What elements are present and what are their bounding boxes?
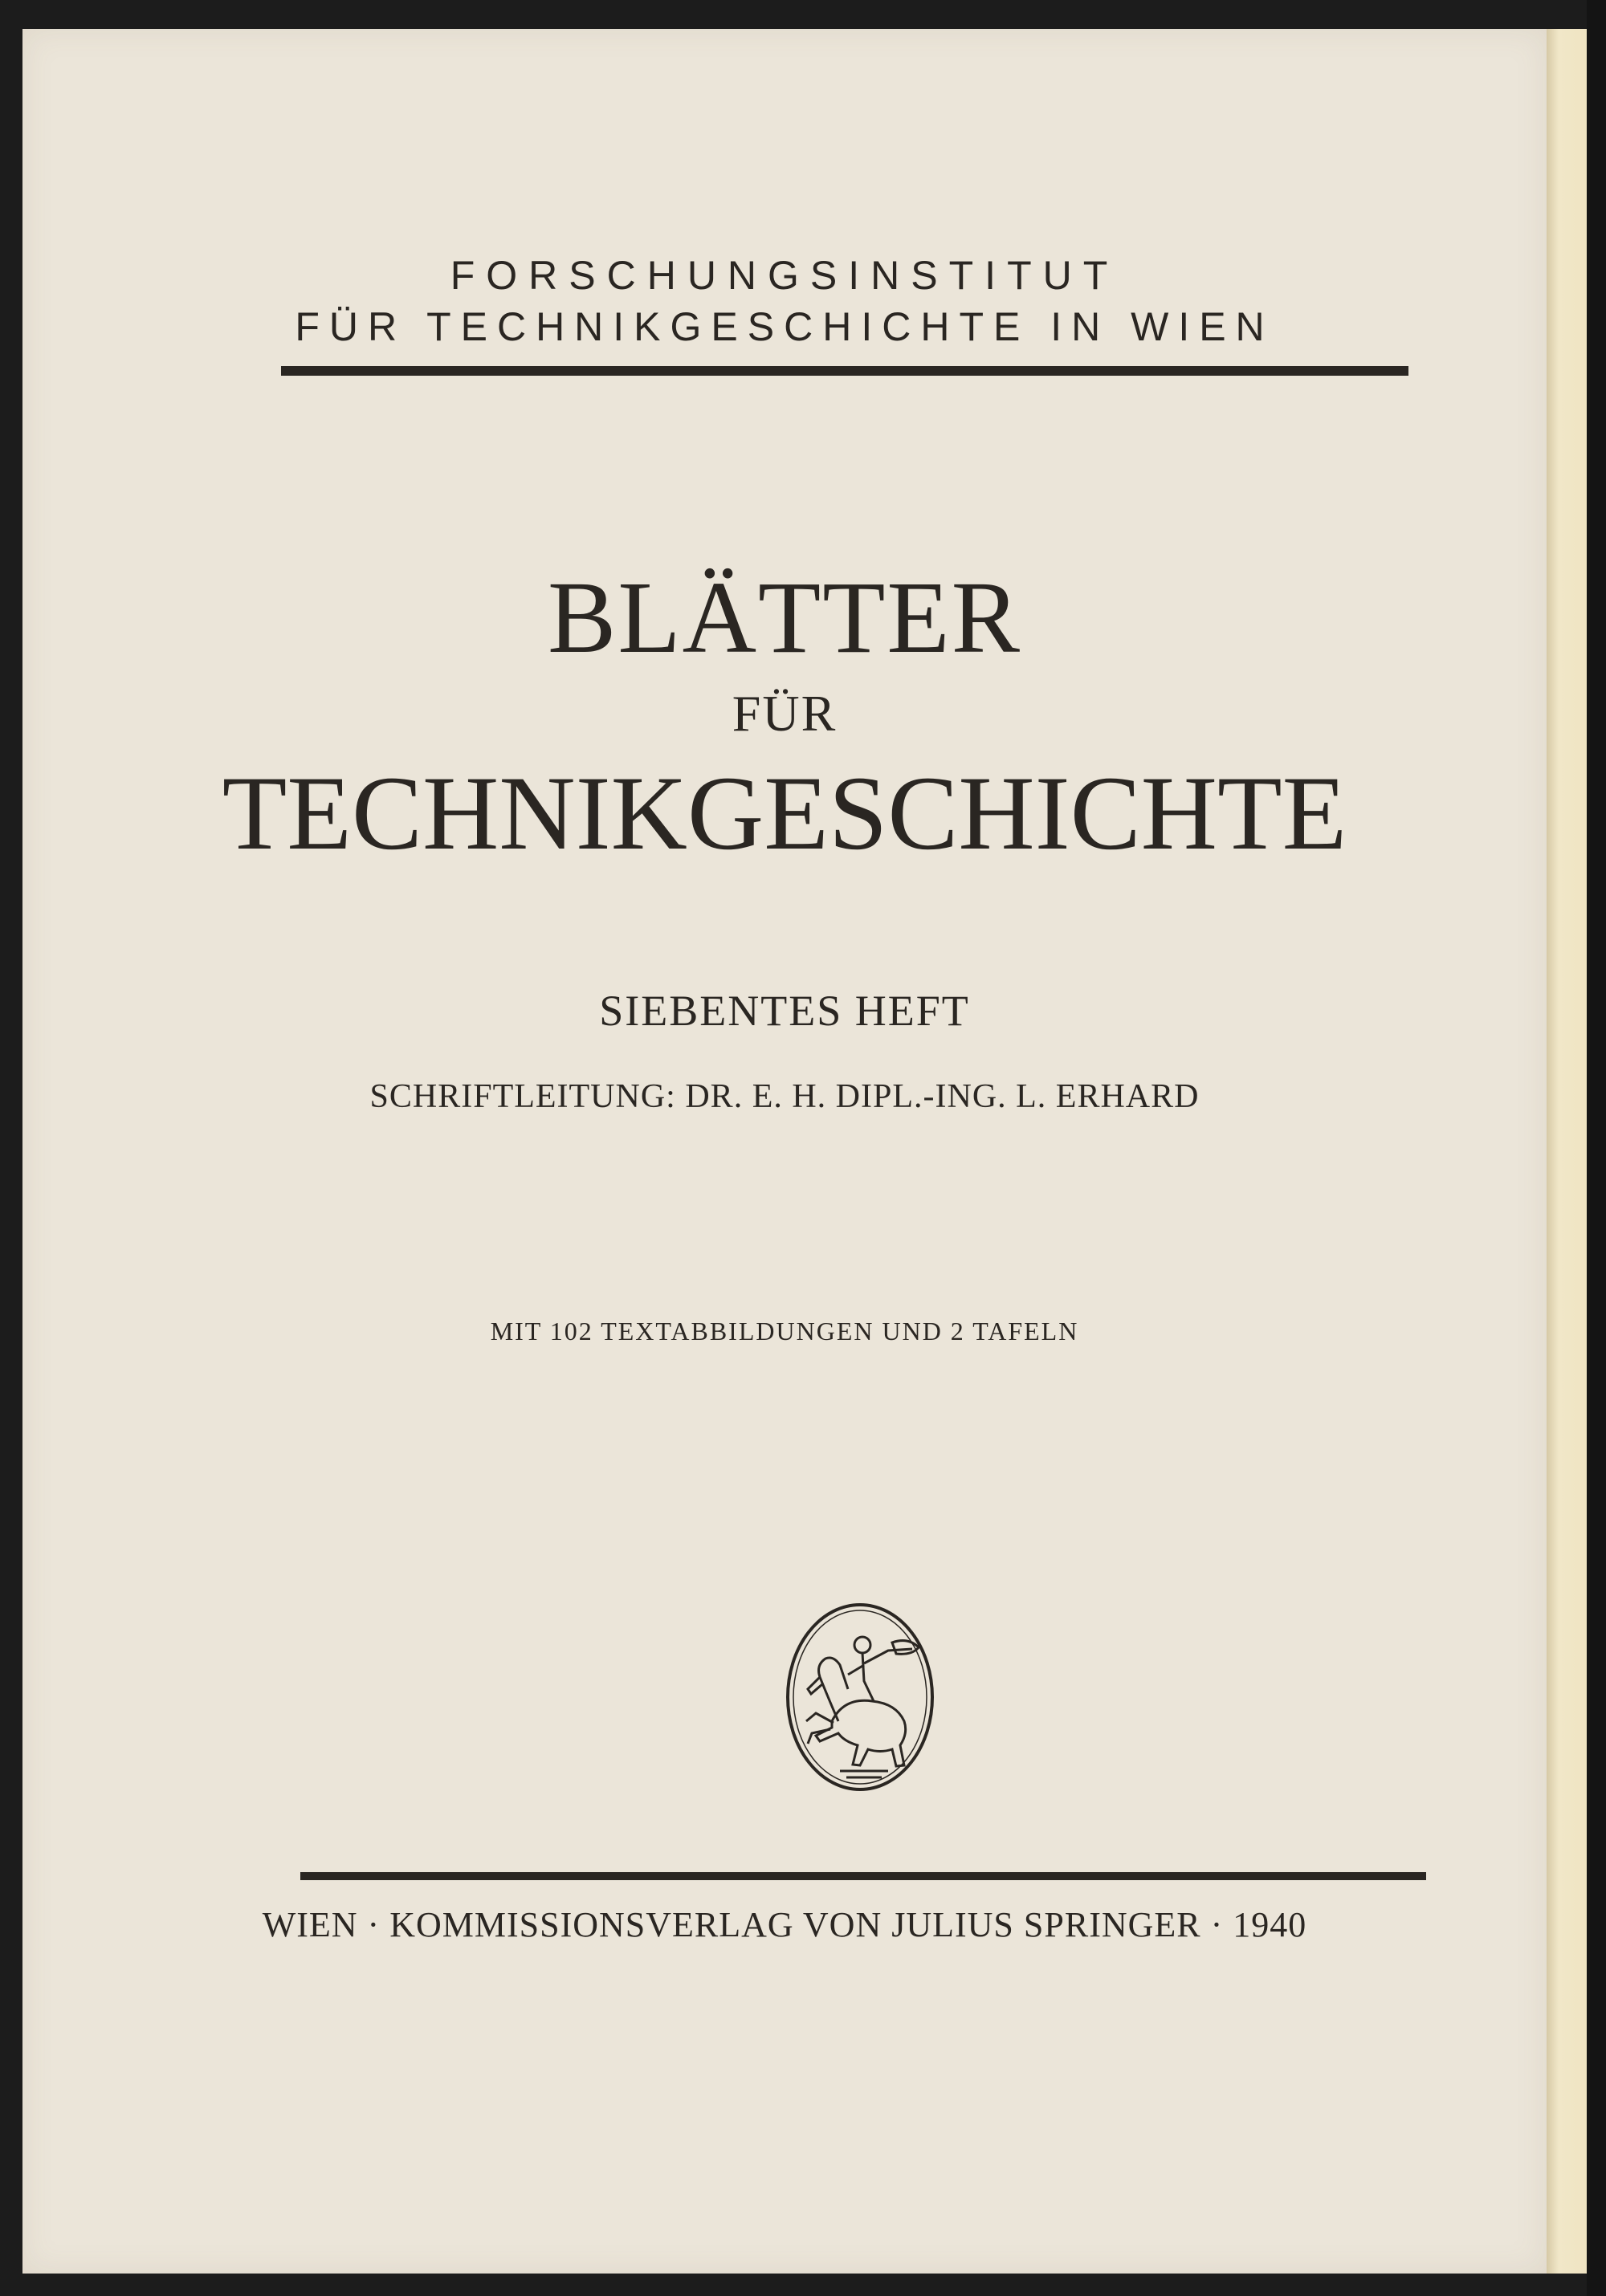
bottom-rule [300, 1872, 1426, 1880]
issue-label: SIEBENTES HEFT [599, 987, 970, 1035]
illustrations-note: MIT 102 TEXTABBILDUNGEN UND 2 TAFELN [490, 1317, 1079, 1345]
publisher-emblem-icon [784, 1601, 936, 1793]
title-line-2: FÜR [732, 685, 838, 742]
title-line-1: BLÄTTER [548, 560, 1021, 674]
institute-name-line-2: FÜR TECHNIKGESCHICHTE IN WIEN [295, 304, 1274, 349]
scan-border [1587, 0, 1606, 2296]
publisher-imprint: WIEN · KOMMISSIONSVERLAG VON JULIUS SPRINGER · 1940 [262, 1905, 1307, 1944]
institute-name-line-1: FORSCHUNGSINSTITUT [450, 253, 1119, 298]
top-rule [281, 366, 1408, 376]
title-line-3: TECHNIKGESCHICHTE [222, 754, 1347, 872]
editor-line: SCHRIFTLEITUNG: DR. E. H. DIPL.-ING. L. ERHARD [369, 1078, 1200, 1115]
adjacent-page-edge [1547, 29, 1587, 2274]
title-page [22, 29, 1547, 2274]
